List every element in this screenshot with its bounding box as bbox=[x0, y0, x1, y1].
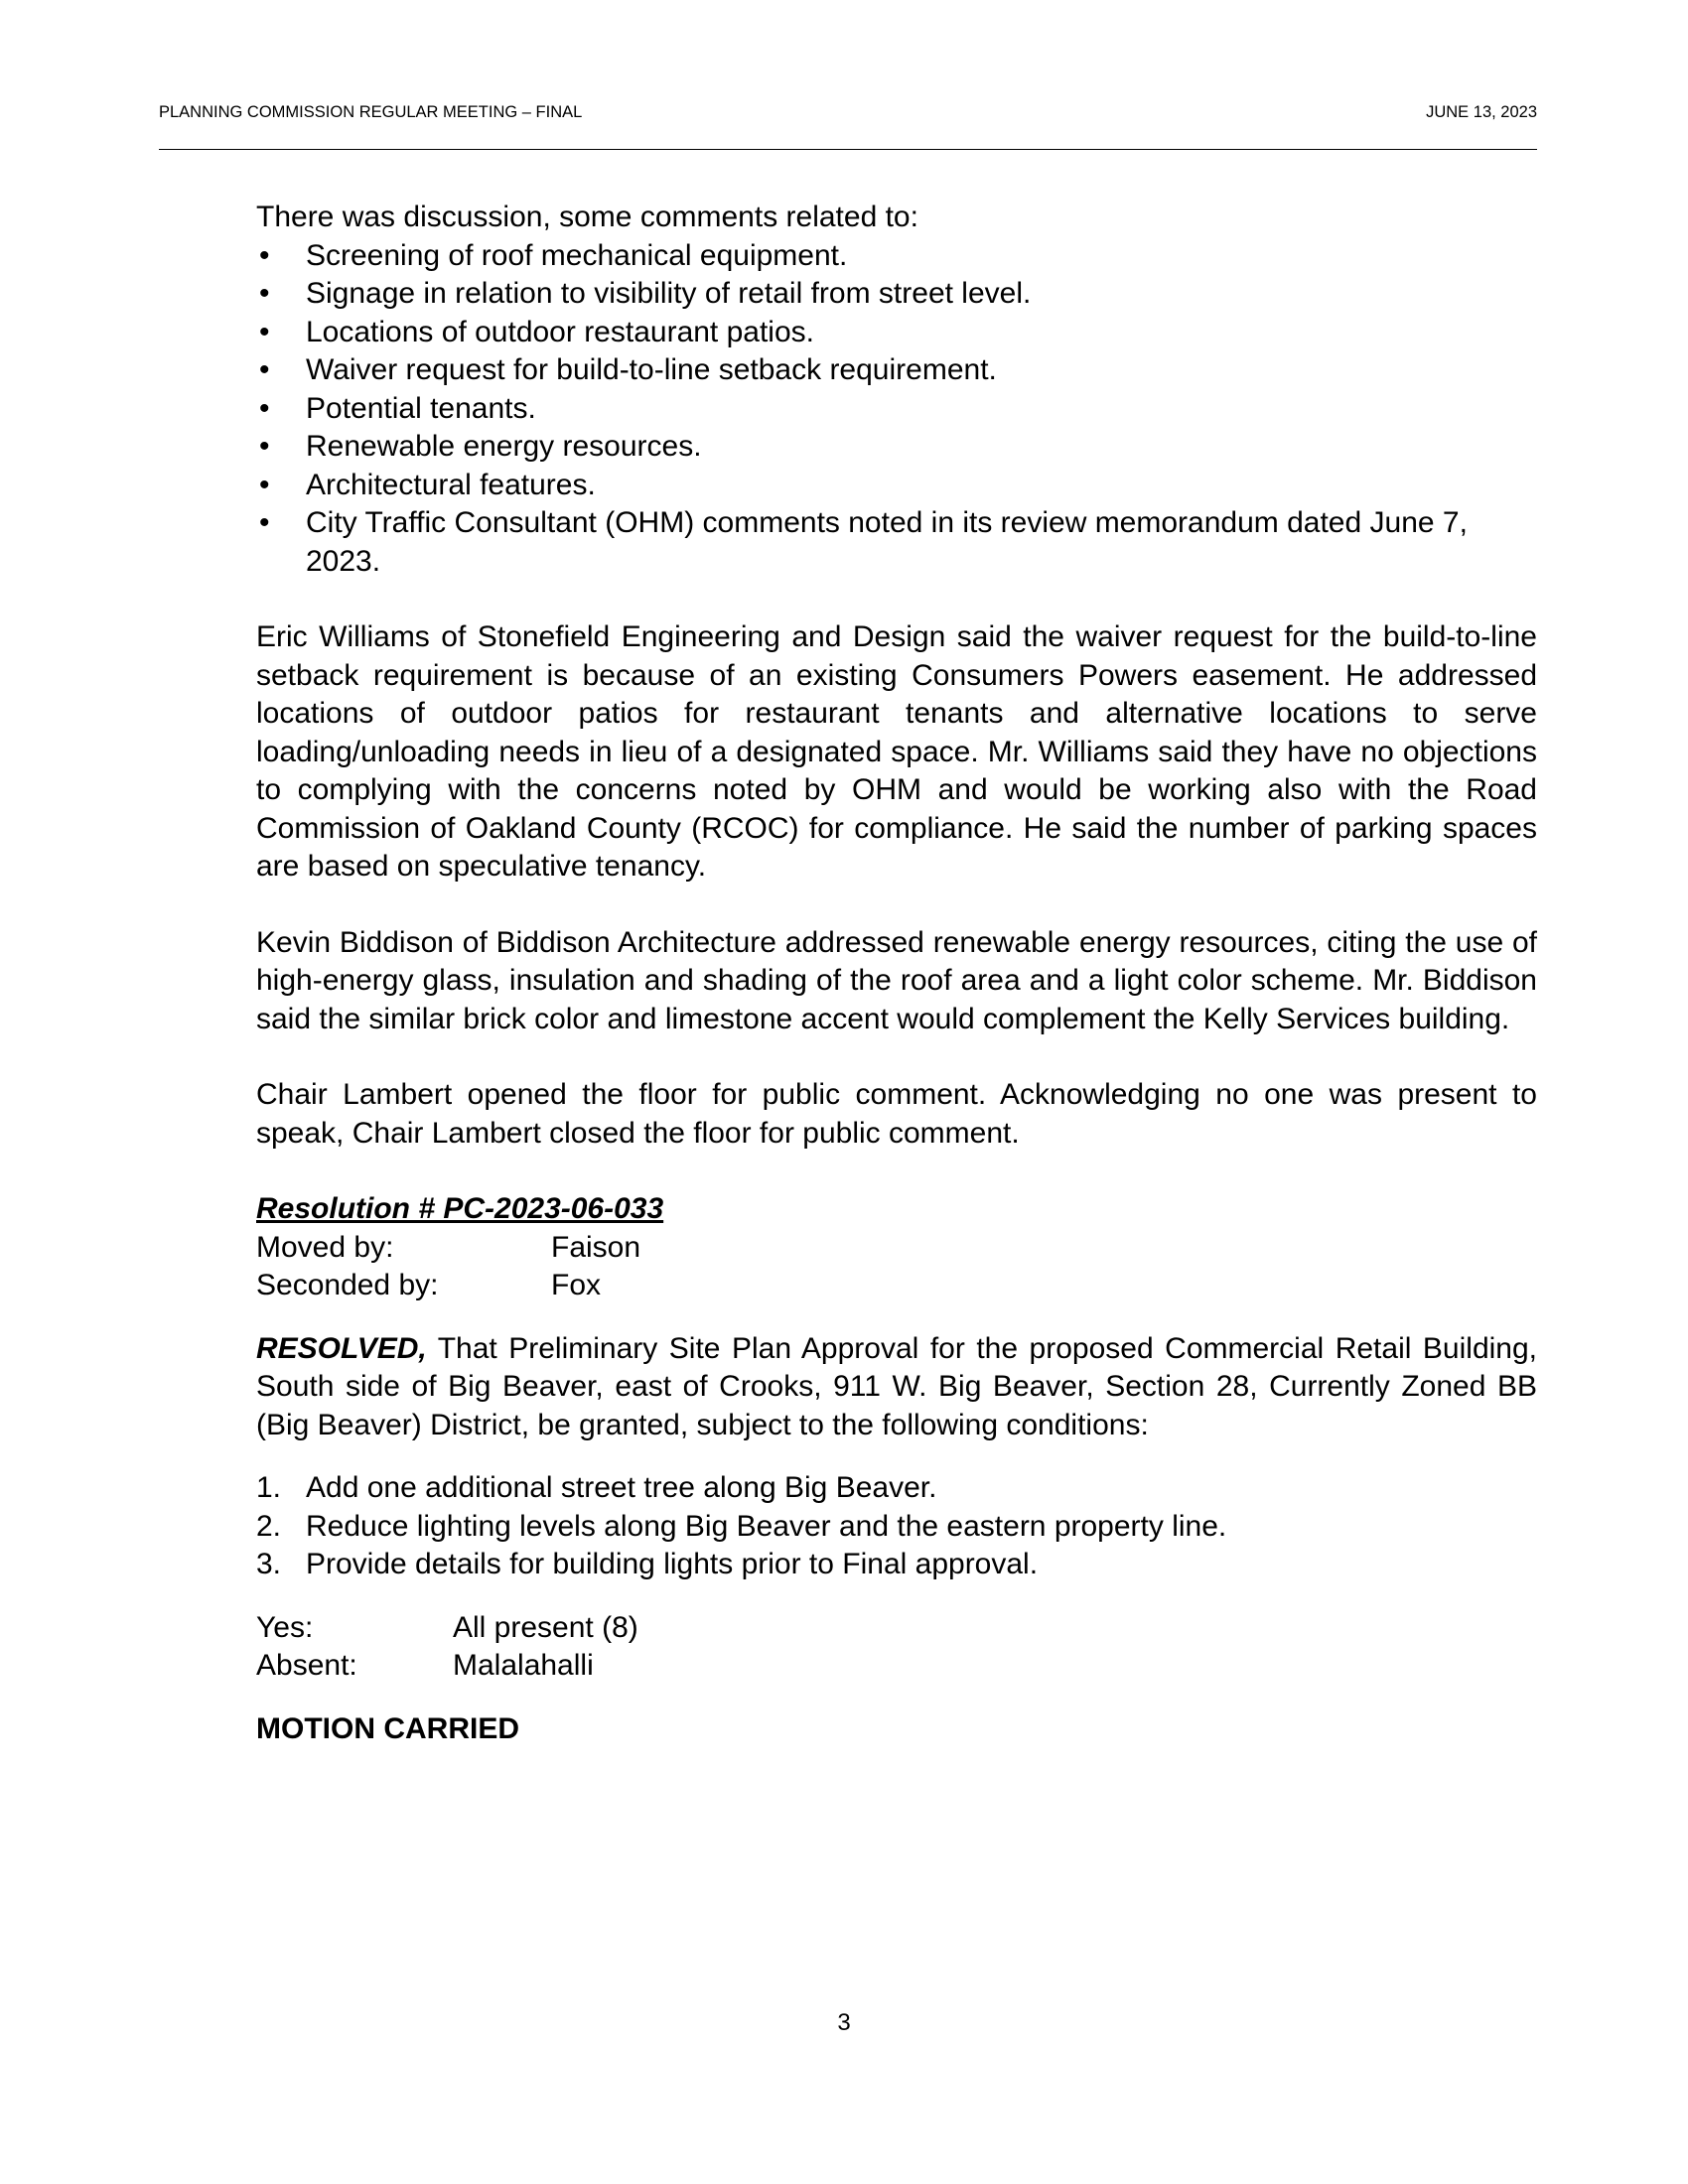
resolved-lead: RESOLVED, bbox=[256, 1331, 427, 1365]
condition-number: 1. bbox=[256, 1471, 282, 1504]
list-item: • Screening of roof mechanical equipment. bbox=[256, 237, 1537, 276]
condition-text: Provide details for building lights prior to Final approval. bbox=[306, 1548, 1039, 1580]
document-body bbox=[256, 199, 1537, 1748]
list-item bbox=[256, 1508, 1537, 1547]
vote-absent-row bbox=[256, 1647, 1537, 1686]
seconded-by-row bbox=[256, 1267, 1537, 1305]
vote-absent-label: Absent: bbox=[256, 1649, 357, 1682]
header-meeting-title: PLANNING COMMISSION REGULAR MEETING – FINAL bbox=[159, 103, 583, 121]
vote-absent-value: Malalahalli bbox=[453, 1649, 594, 1682]
discussion-list bbox=[256, 237, 1537, 582]
moved-by-row bbox=[256, 1229, 1537, 1268]
condition-number: 2. bbox=[256, 1509, 282, 1543]
page-header bbox=[159, 103, 1537, 122]
list-item bbox=[256, 1546, 1537, 1584]
list-item: • Architectural features. bbox=[256, 467, 1537, 505]
conditions-list bbox=[256, 1469, 1537, 1584]
public-comment-paragraph: Chair Lambert opened the floor for public comment. Acknowledging no one was present to speak, Chair Lambert closed the floor for public comment. bbox=[256, 1078, 1537, 1150]
moved-by-value: Faison bbox=[551, 1230, 641, 1264]
moved-by-label: Moved by: bbox=[256, 1230, 394, 1264]
biddison-paragraph: Kevin Biddison of Biddison Architecture addressed renewable energy resources, citing the use of high-energy glass, insulation and shading of the roof area and a light color scheme. Mr. Biddison said the similar brick color and limestone accent would complement the Kelly Services building. bbox=[256, 925, 1537, 1035]
page-number: 3 bbox=[837, 2009, 851, 2036]
list-item: • City Traffic Consultant (OHM) comments noted in its review memorandum dated June 7, 2023. bbox=[256, 504, 1537, 581]
condition-number: 3. bbox=[256, 1548, 282, 1580]
resolution-section bbox=[256, 1190, 1537, 1748]
condition-text: Reduce lighting levels along Big Beaver and the eastern property line. bbox=[306, 1509, 1227, 1543]
list-item: • Potential tenants. bbox=[256, 390, 1537, 429]
vote-yes-label: Yes: bbox=[256, 1610, 314, 1644]
discussion-intro: There was discussion, some comments related to: bbox=[256, 201, 918, 233]
list-item: • Waiver request for build-to-line setback requirement. bbox=[256, 351, 1537, 390]
condition-text: Add one additional street tree along Big Beaver. bbox=[306, 1471, 937, 1504]
vote-yes-row bbox=[256, 1609, 1537, 1648]
list-item: • Renewable energy resources. bbox=[256, 428, 1537, 467]
williams-paragraph: Eric Williams of Stonefield Engineering and Design said the waiver request for the build-to-line setback requirement is because of an existing Consumers Powers easement. He addressed locations of outdoor patios for restaurant tenants and alternative locations to serve loading/unloading needs in lieu of a designated space. Mr. Williams said they have no objections to complying with the concerns noted by OHM and would be working also with the Road Commission of Oakland County (RCOC) for compliance. He said the number of parking spaces are based on speculative tenancy. bbox=[256, 620, 1537, 883]
resolved-paragraph bbox=[256, 1330, 1537, 1445]
motion-carried: MOTION CARRIED bbox=[256, 1711, 519, 1745]
seconded-by-value: Fox bbox=[551, 1269, 602, 1301]
seconded-by-label: Seconded by: bbox=[256, 1269, 439, 1301]
resolved-text: That Preliminary Site Plan Approval for the proposed Commercial Retail Building, South side of Big Beaver, east of Crooks, 911 W. Big Beaver, Section 28, Currently Zoned BB (Big Beaver) District, be granted, subject to the following conditions: bbox=[256, 1331, 1537, 1441]
list-item: • Signage in relation to visibility of retail from street level. bbox=[256, 275, 1537, 314]
list-item bbox=[256, 1469, 1537, 1508]
resolution-title: Resolution # PC-2023-06-033 bbox=[256, 1192, 664, 1225]
vote-yes-value: All present (8) bbox=[453, 1610, 638, 1644]
header-divider bbox=[159, 149, 1537, 150]
list-item: • Locations of outdoor restaurant patios. bbox=[256, 314, 1537, 352]
header-date: JUNE 13, 2023 bbox=[1426, 103, 1537, 121]
